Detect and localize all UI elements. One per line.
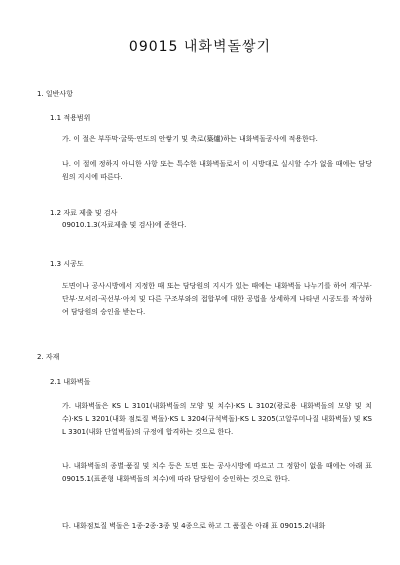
section-2-1-heading: 2.1 내화벽돌 [50, 378, 91, 386]
paragraph-1-1-na [62, 158, 372, 184]
section-1-1-heading: 1.1 적용범위 [50, 114, 91, 122]
item-label: 다. [62, 522, 71, 530]
paragraph-2-1-na [62, 460, 372, 486]
section-2-heading: 2. 자재 [37, 353, 60, 361]
item-label: 가. [62, 402, 71, 410]
item-text: 내화점토질 벽돌은 1종·2종·3종 및 4종으로 하고 그 품질은 아래 표 09015.2(내화 [73, 522, 326, 530]
section-1-3-text: 도면이나 공사시방에서 지정한 때 또는 담당원의 지시가 있는 때에는 내화벽돌 나누기를 하여 계구부·단부·모서리·곡선부·아치 및 다른 구조부와의 접합부에 대한 공법을 상세하게 나타낸 시공도를 작성하여 담당원의 승인을 받는다. [62, 282, 372, 316]
section-1-2-text: 09010.1.3(자료제출 및 검사)에 준한다. [62, 221, 187, 229]
paragraph-1-1-ga [62, 133, 372, 146]
item-text: 이 절은 부뚜막·굴뚝·연도의 안쌓기 및 축로(築爐)하는 내화벽돌공사에 적용한다. [73, 135, 318, 143]
section-1-2-heading: 1.2 자료 제출 및 검사 [50, 209, 118, 217]
item-label: 가. [62, 135, 71, 143]
item-text: 내화벽돌의 종별·품질 및 치수 등은 도면 또는 공사시방에 따르고 그 정함이 없을 때에는 아래 표 09015.1(표준형 내화벽돌의 치수)에 따라 담당원이 승인하는 것으로 한다. [62, 462, 372, 483]
section-1-heading: 1. 일반사항 [37, 90, 73, 98]
item-label: 나. [62, 160, 71, 168]
item-text: 내화벽돌은 KS L 3101(내화벽돌의 모양 및 치수)·KS L 3102(광로용 내화벽돌의 모양 및 치수)·KS L 3201(내화 점토질 벽돌)·KS L 3204(규석벽돌)·KS L 3205(고알루미나질 내화벽돌) 및 KS L 3301(내화 단열벽돌)의 규정에 합격하는 것으로 한다. [62, 402, 372, 436]
paragraph-2-1-ga [62, 400, 372, 439]
section-1-3-heading: 1.3 시공도 [50, 260, 84, 268]
paragraph-2-1-da [62, 520, 372, 533]
item-text: 이 절에 정하지 아니한 사항 또는 특수한 내화벽돌로서 이 시방대로 실시할 수가 없을 때에는 담당원의 지시에 따른다. [62, 160, 372, 181]
item-label: 나. [62, 462, 71, 470]
document-title: 09015 내화벽돌쌓기 [128, 39, 272, 55]
